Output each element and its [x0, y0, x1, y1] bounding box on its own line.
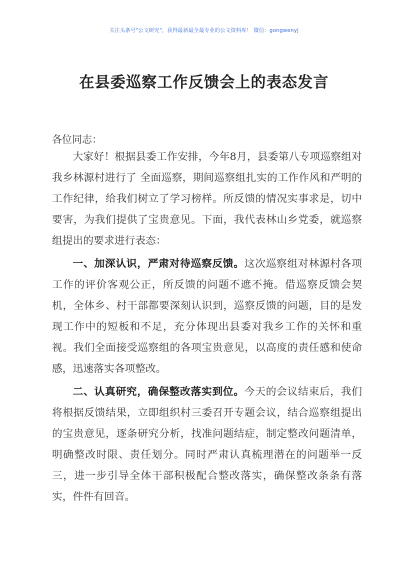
section-1-heading: 一、加深认识，严肃对待巡察反馈。	[72, 258, 245, 270]
salutation: 各位同志：	[52, 135, 102, 146]
promo-banner: 关注头条号"公文研究"，获得最新最全最专业的公文资料库！ 微信：gongwenyj	[109, 28, 299, 34]
paragraph-section-2	[52, 382, 362, 508]
section-2-text: 今天的会议结束后，我们将根据反馈结果，立即组织村三委召开专题会议，结合巡察组提出的宝贵意见，逐条研究分析，找准问题结症，制定整改问题清单，明确整改时限、责任划分。同时严肃认真梳理潜在的问题举一反三，进一步引导全体干部积极配合整改落实，确保整改条条有落实，件件有回音。	[52, 386, 363, 503]
paragraph-intro	[52, 147, 362, 252]
paragraph-section-1	[52, 254, 362, 380]
section-1-text: 这次巡察组对林源村各项工作的评价客观公正，所反馈的问题不遮不掩。借巡察反馈会契机，全体乡、村干部都要深刻认识到，巡察反馈的问题，目的是发现工作中的短板和不足，充分体现出县委对我乡工作的关怀和重视。我们全面接受巡察组的各项宝贵意见，以高度的责任感和使命感，迅速落实各项整改。	[52, 258, 363, 375]
section-2-heading: 二、认真研究，确保整改落实到位。	[72, 386, 245, 398]
document-title: 在县委巡察工作反馈会上的表态发言	[79, 73, 329, 91]
paragraph-intro-text: 大家好！根据县委工作安排，今年8月，县委第八专项巡察组对我乡林源村进行了 全面巡察，期间巡察组扎实的工作作风和严明的工作纪律，给我们树立了学习榜样。所反馈的情况实事求是，切中要害，为我们提供了宝贵意见。下面，我代表林山乡党委，就巡察组提出的要求进行表态：	[52, 151, 362, 247]
